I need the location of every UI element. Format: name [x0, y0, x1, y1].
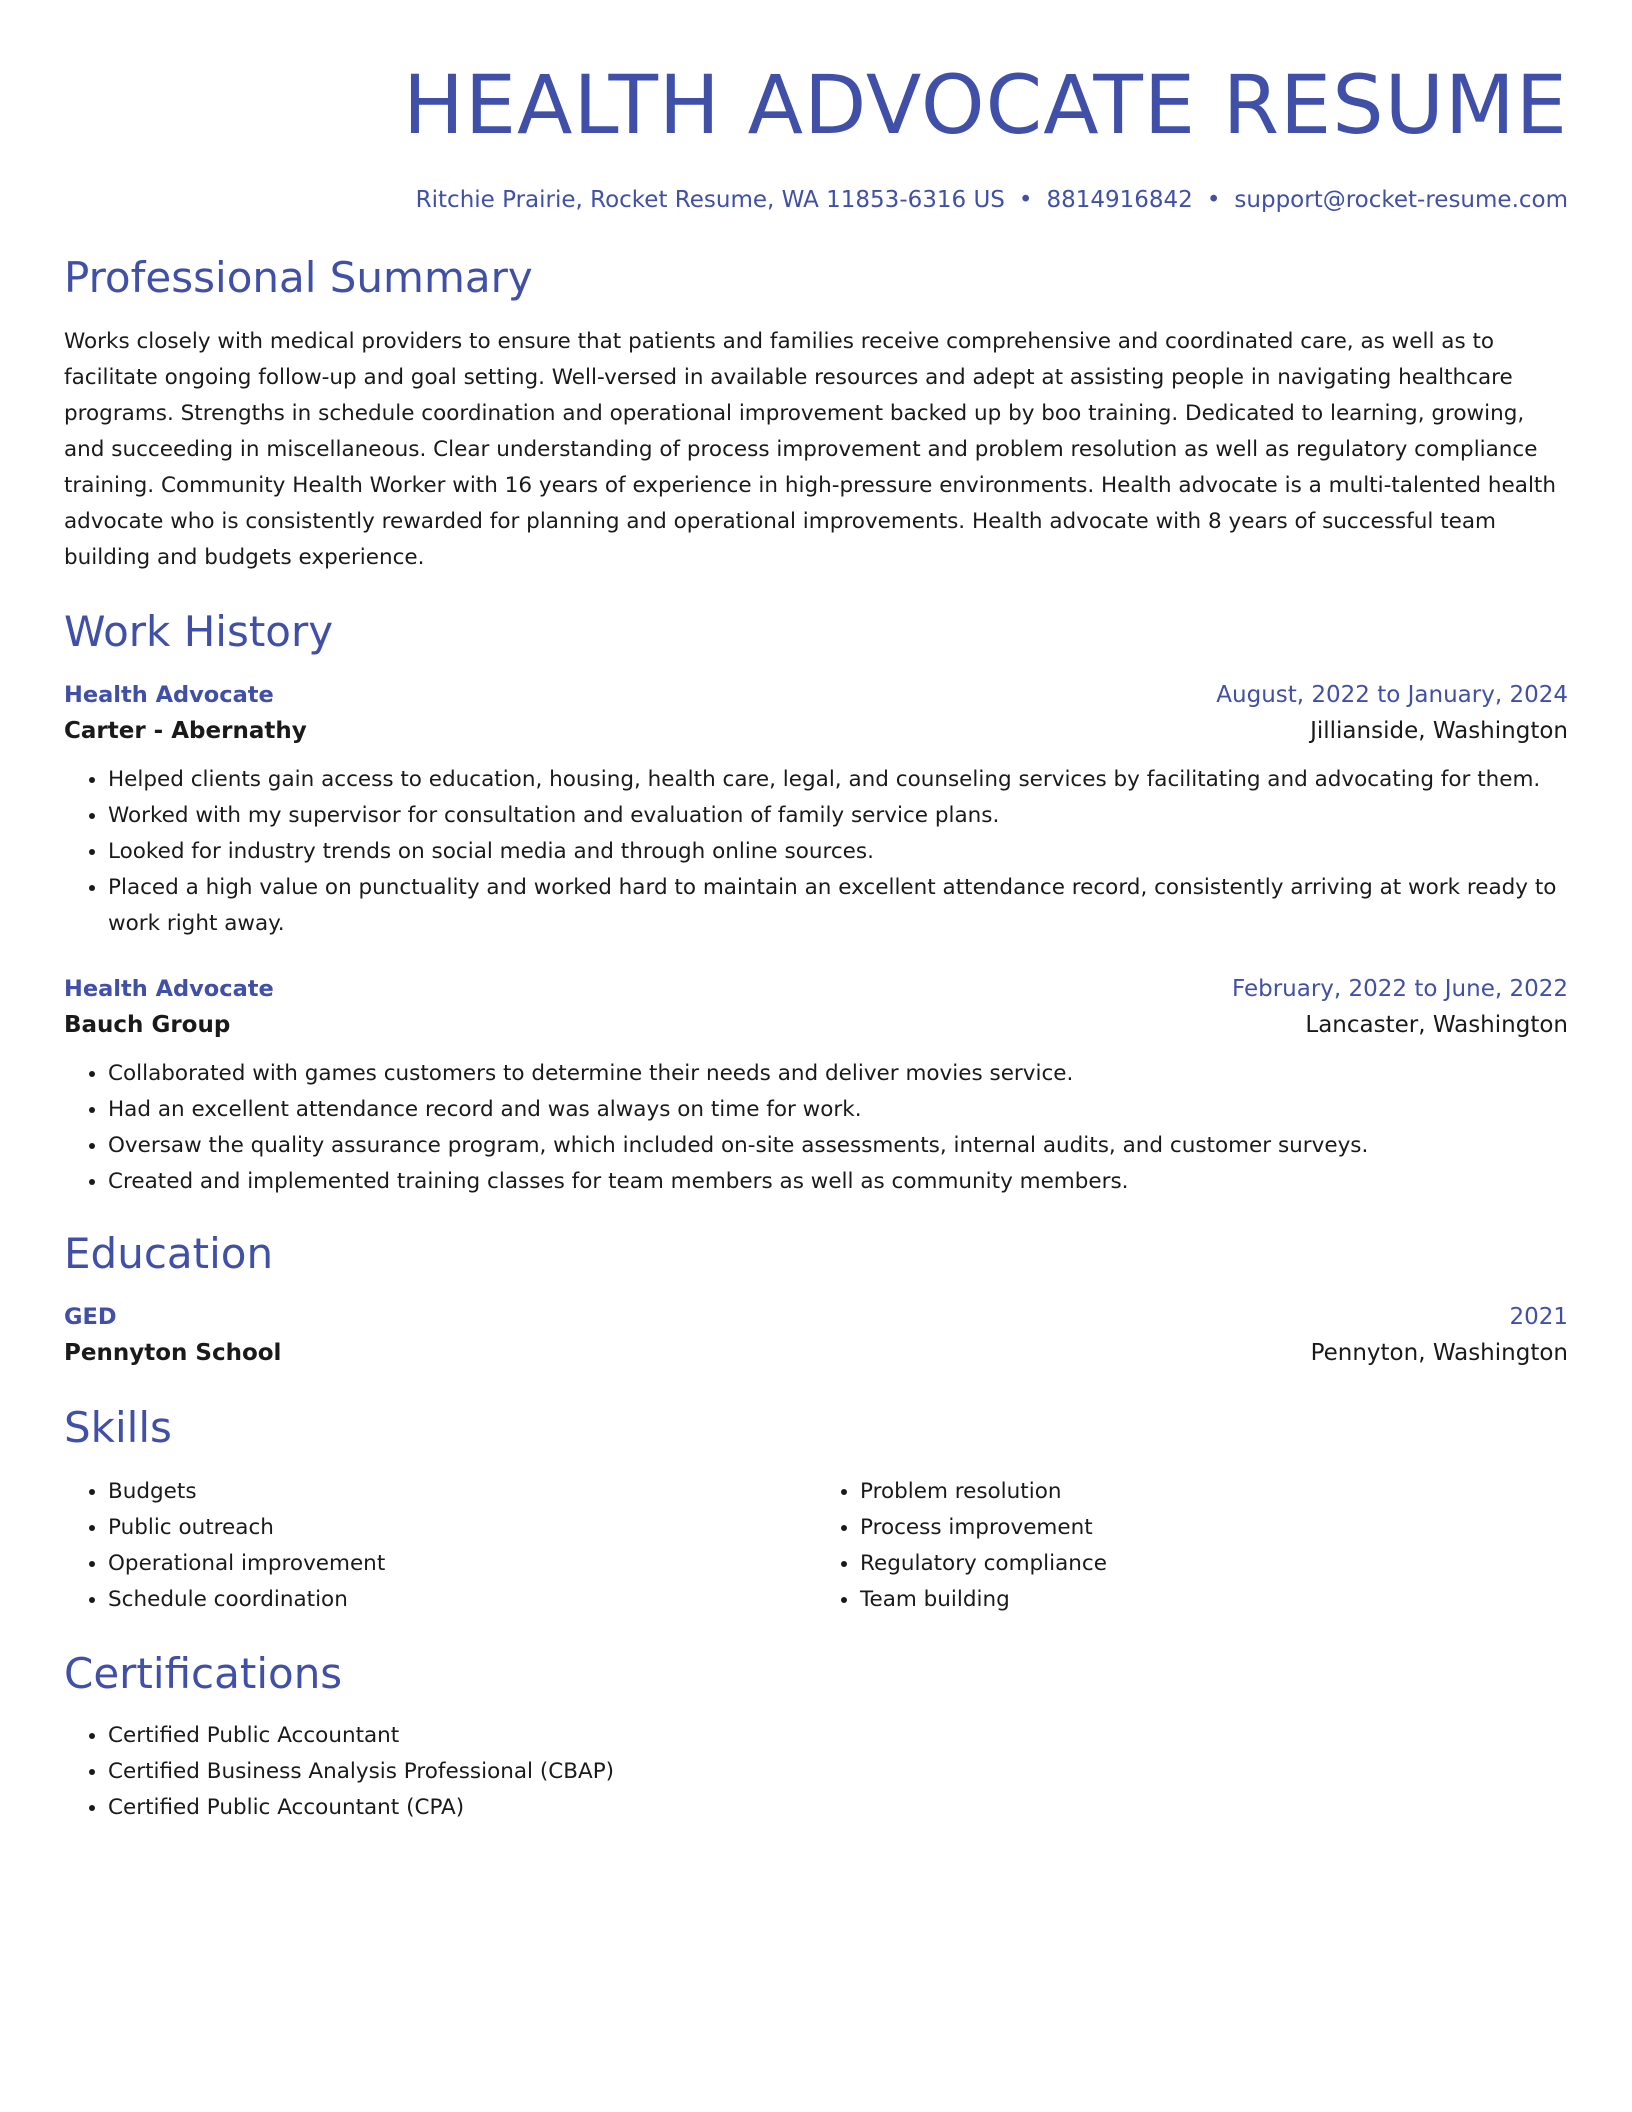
certifications-heading: Certifications: [64, 1649, 343, 1698]
contact-separator: •: [1018, 187, 1033, 213]
skill-item: • Schedule coordination: [108, 1582, 816, 1618]
job-bullet: • Worked with my supervisor for consultation and evaluation of family service plans.: [108, 798, 1568, 834]
certification-item: • Certified Business Analysis Professional (CBAP): [108, 1754, 1568, 1790]
work-history-heading: Work History: [64, 607, 334, 656]
certification-item: • Certified Public Accountant: [108, 1718, 1568, 1754]
job-bullet: • Looked for industry trends on social media and through online sources.: [108, 834, 1568, 870]
skills-column-right: [816, 1474, 1568, 1618]
job-bullets: [64, 1056, 1568, 1200]
job-employer: Bauch Group: [64, 1012, 231, 1038]
education-degree: GED: [64, 1304, 117, 1330]
skill-item: • Process improvement: [860, 1510, 1568, 1546]
job-dates: February, 2022 to June, 2022: [1231, 976, 1568, 1002]
skills-column-left: [64, 1474, 816, 1618]
job-bullet: • Created and implemented training classes for team members as well as community members.: [108, 1164, 1568, 1200]
job-bullet: • Placed a high value on punctuality and worked hard to maintain an excellent attendance record, consistently arriving at work ready to work right away.: [108, 870, 1568, 942]
job-bullet: • Helped clients gain access to education, housing, health care, legal, and counseling services by facilitating and advocating for them.: [108, 762, 1568, 798]
summary-text: Works closely with medical providers to ensure that patients and families receive comprehensive and coordinated care, as well as to facilitate ongoing follow-up and goal setting. Well-versed in available resources and adept at assisting people in navigating healthcare programs. Strengths in schedule coordination and operational improvement backed up by boo training. Dedicated to learning, growing, and succeeding in miscellaneous. Clear understanding of process improvement and problem resolution as well as regulatory compliance training. Community Health Worker with 16 years of experience in high-pressure environments. Health advocate is a multi-talented health advocate who is consistently rewarded for planning and operational improvements. Health advocate with 8 years of successful team building and budgets experience.: [64, 329, 1556, 570]
contact-separator: •: [1206, 187, 1221, 213]
job-location: Lancaster, Washington: [1305, 1012, 1568, 1038]
job-title: Health Advocate: [64, 976, 274, 1002]
education-year: 2021: [1509, 1304, 1568, 1330]
job-bullets: [64, 762, 1568, 942]
job-title: Health Advocate: [64, 682, 274, 708]
contact-address: Ritchie Prairie, Rocket Resume, WA 11853-6316 US: [415, 187, 1005, 213]
job-location: Jillianside, Washington: [1310, 718, 1568, 744]
skill-item: • Regulatory compliance: [860, 1546, 1568, 1582]
job-bullet: • Had an excellent attendance record and was always on time for work.: [108, 1092, 1568, 1128]
skill-item: • Operational improvement: [108, 1546, 816, 1582]
job-employer: Carter - Abernathy: [64, 718, 307, 744]
skill-item: • Problem resolution: [860, 1474, 1568, 1510]
education-school: Pennyton School: [64, 1340, 282, 1366]
contact-phone[interactable]: 8814916842: [1046, 187, 1193, 213]
education-heading: Education: [64, 1229, 274, 1278]
skill-item: • Team building: [860, 1582, 1568, 1618]
contact-email[interactable]: support@rocket-resume.com: [1234, 187, 1568, 213]
summary-heading: Professional Summary: [64, 253, 533, 302]
skill-item: • Budgets: [108, 1474, 816, 1510]
job-bullet: • Oversaw the quality assurance program, which included on-site assessments, internal audits, and customer surveys.: [108, 1128, 1568, 1164]
education-location: Pennyton, Washington: [1310, 1340, 1568, 1366]
contact-line: [64, 184, 1568, 216]
education-entry: [64, 1300, 1568, 1372]
certifications-list: [64, 1718, 1568, 1826]
skill-item: • Public outreach: [108, 1510, 816, 1546]
resume-title: HEALTH ADVOCATE RESUME: [402, 59, 1568, 153]
skills-heading: Skills: [64, 1403, 172, 1452]
job-dates: August, 2022 to January, 2024: [1216, 682, 1568, 708]
job-bullet: • Collaborated with games customers to determine their needs and deliver movies service.: [108, 1056, 1568, 1092]
certification-item: • Certified Public Accountant (CPA): [108, 1790, 1568, 1826]
job-entry: [64, 678, 1568, 942]
job-entry: [64, 972, 1568, 1200]
skills-grid: [64, 1474, 1568, 1618]
